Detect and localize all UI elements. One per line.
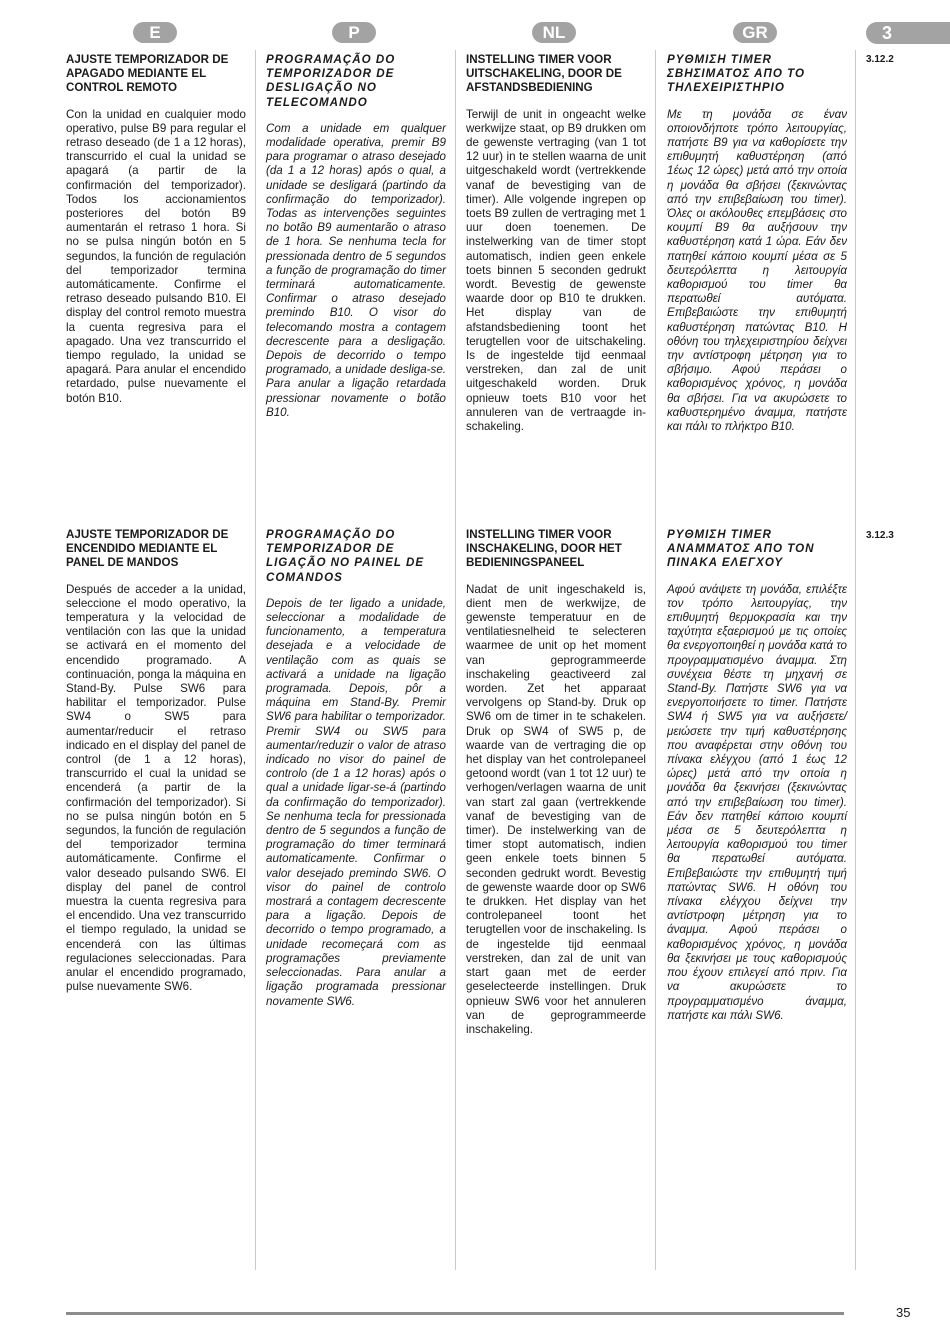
lang-badge-es: E [133, 22, 177, 43]
section-body: Depois de ter ligado a unidade, seleccionar a modalidade de funcionamento, a temperatura desejada e a velocidade de ventilação com as quais se activará a unidade na ligação programada. Depois, pôr a máquina em Stand-By. Premir SW6 para habilitar o temporizador. Premir SW4 ou SW5 para aumentar/reduzir o valor de atraso indicado no visor do painel de controlo (de 1 a 12 horas) após o qual a unidade ligar-se-á (partindo da confirmação do temporizador). Se nenhuma tecla for pressionada dentro de 5 segundos a função de programação do timer terminará automaticamente. Confirmar o valor desejado premindo SW6. O visor do painel de controlo mostrará a contagem decrescente para a ligação. Depois de decorrido o tempo programado, a unidade recomeçará com as programações previamente seleccionadas. Para anular a ligação programada pressionar novamente SW6. [266, 596, 446, 1008]
section-body: Con la unidad en cualquier modo operativo, pulse B9 para regular el retraso deseado (de 1 a 12 horas), transcurrido el cual la unidad se apagará (a partir de la confirmación del temporizador). Todos los accionamientos posteriores del botón B9 aumentarán el retraso 1 hora. Si no se pulsa ningún botón en 5 segundos, la función de regulación del temporizador termina automáticamente. Confirme el retraso deseado pulsando B10. El display del control remoto muestra la cuenta regresiva para el apagado. Una vez transcurrido el tiempo regulado, la unidad se apagará. Para anular el encendido retardado, pulse nuevamente el botón B10. [66, 107, 246, 405]
column-divider [255, 50, 256, 1270]
section-2-spanish-column [66, 528, 246, 995]
lang-badge-pt: P [332, 22, 376, 43]
section-1-portuguese-column [266, 53, 446, 420]
section-heading: INSTELLING TIMER VOOR INSCHAKELING, DOOR HET BEDIENINGSPANEEL [466, 528, 622, 570]
section-body: Com a unidade em qualquer modalidade operativa, premir B9 para programar o atraso desejado (da 1 a 12 horas) após o qual, a unidade se desligará (partindo da confirmação do temporizador). Todas as intervenções seguintes no botão B9 aumentarão o atraso de 1 hora. Se nenhuma tecla for pressionada dentro de 5 segundos a função de programação do timer terminará automaticamente. Confirmar o atraso desejado premindo B10. O visor do telecomando mostra a contagem decrescente para a desligação. Depois de decorrido o tempo programado, a unidade desliga-se. Para anular a ligação retardada pressionar novamente o botão B10. [266, 121, 446, 419]
section-heading: ΡΥΘΜΙΣΗ TIMER ΑΝΑΜΜΑΤΟΣ ΑΠΟ ΤΟΝ ΠΙΝΑΚΑ ΕΛΕΓΧΟΥ [667, 528, 815, 570]
chapter-tab: 3 [866, 22, 950, 44]
section-heading: INSTELLING TIMER VOOR UITSCHAKELING, DOOR DE AFSTANDSBEDIENING [466, 53, 622, 95]
section-body: Nadat de unit ingeschakeld is, dient men de werkwijze, de gewenste temperatuur en de ventilatiesnelheid te selecteren waarmee de unit op het moment van geprogrammeerde inschakeling geactiveerd zal worden. Zet het apparaat vervolgens op Stand-by. Druk op SW6 om de timer in te schakelen. Druk op SW4 of SW5 p, de waarde van de vertraging die op het display van het controlepaneel getoond wordt (van 1 tot 12 uur) te verhogen/verlagen waarna de unit van start zal gaan (vertrekkende vanaf de bevestiging van de timer). De instelwerking van de timer stopt automatisch, indien geen enkele toets binnen 5 seconden gedrukt wordt. Bevestig de gewenste waarde door op SW6 te drukken. Het display van het controlepaneel toont het terugtellen voor de inschakeling. Is de ingestelde tijd eenmaal verstreken, dan zal de unit van start gaan met de eerder geselecteerde instellingen. Druk opnieuw SW6 voor het annuleren van de geprogrammeerde inschakeling. [466, 582, 646, 1036]
section-2-dutch-column [466, 528, 646, 1037]
column-divider [655, 50, 656, 1270]
section-1-greek-column [667, 53, 847, 434]
lang-badge-nl: NL [532, 22, 576, 43]
section-heading: ΡΥΘΜΙΣΗ TIMER ΣΒΗΣΙΜΑΤΟΣ ΑΠΟ ΤΟ ΤΗΛΕΧΕΙΡΙΣΤΗΡΙΟ [667, 53, 805, 95]
section-1-dutch-column [466, 53, 646, 434]
section-body: Αφού ανάψετε τη μονάδα, επιλέξτε τον τρόπο λειτουργίας, την επιθυμητή θερμοκρασία και την ταχύτητα εξαερισμού με τις οποίες θα ενεργοποιηθεί η μονάδα κατά το προγραμματισμένο άναμμα. Στη συνέχεια θέστε τη μηχανή σε Stand-By. Πατήστε SW6 για να ενεργοποιήσετε το timer. Πατήστε SW4 ή SW5 για να αυξήσετε/μειώσετε την τιμή καθυστέρησης που αναφέρεται στην οθόνη του πίνακα ελέγχου (από 1 έως 12 ώρες) μετά από την οποία η μονάδα θα ξεκινήσει (ξεκινώντας από την επιβεβαίωση του timer). Εάν δεν πατηθεί κάποιο κουμπί μέσα σε 5 δευτερόλεπτα η λειτουργία καθορισμού του timer θα περατωθεί αυτόματα. Επιβεβαιώστε την επιθυμητή τιμή πατώντας SW6. Η οθόνη του πίνακα ελέγχου δείχνει την αντίστροφη μέτρηση για το άναμμα. Αφού περάσει ο καθορισμένος χρόνος, η μονάδα θα ξεκινήσει με τους καθορισμούς που έχουν επιλεγεί από πριν. Για να ακυρώσετε το προγραμματισμένο άναμμα, πατήστε και πάλι SW6. [667, 582, 847, 1022]
section-heading: PROGRAMAÇÃO DO TEMPORIZADOR DE DESLIGAÇÃO NO TELECOMANDO [266, 53, 396, 109]
section-body: Με τη μονάδα σε έναν οποιονδήποτε τρόπο λειτουργίας, πατήστε B9 για να καθορίσετε την επιθυμητή καθυστέρηση (από 1έως 12 ώρες) μετά από την οποία η μονάδα θα σβήσει (ξεκινώντας από την επιβεβαίωση του timer). Όλες οι ακόλουθες επεμβάσεις στο κουμπί B9 θα αυξήσουν την καθυστέρηση κατά 1 ώρα. Εάν δεν πατηθεί κάποιο κουμπί μέσα σε 5 δευτερόλεπτα η λειτουργία καθορισμού του timer θα περατωθεί αυτόματα. Επιβεβαιώστε την επιθυμητή καθυστέρηση πατώντας B10. Η οθόνη του τηλεχειριστηρίου δείχνει την αντίστροφη μέτρηση για το σβήσιμο. Αφού περάσει ο καθορισμένος χρόνος, η μονάδα θα σβήσει. Για να ακυρώσετε το καθυστερημένο άναμμα, πατήστε και πάλι το πλήκτρο B10. [667, 107, 847, 434]
section-number: 3.12.2 [866, 54, 894, 65]
section-body: Terwijl de unit in ongeacht welke werkwijze staat, op B9 drukken om de gewenste vertraging (van 1 tot 12 uur) in te stellen waarna de unit uitgeschakeld wordt (vertrekkende vanaf de bevestiging van de timer). Alle volgende ingrepen op toets B9 zullen de vertraging met 1 uur doen toenemen. De instelwerking van de timer stopt automatisch, indien geen enkele toets binnen 5 seconden gedrukt wordt. Bevestig de gewenste waarde door op B10 te drukken. Het display van de afstandsbediening toont het terugtellen voor de uitschakeling. Is de ingestelde tijd eenmaal verstreken, dan zal de unit uitgeschakeld worden. Druk opnieuw toets B10 voor het annuleren van de vertraagde in-schakeling. [466, 107, 646, 434]
section-2-portuguese-column [266, 528, 446, 1009]
section-2-greek-column [667, 528, 847, 1023]
section-1-spanish-column [66, 53, 246, 406]
section-heading: AJUSTE TEMPORIZADOR DE ENCENDIDO MEDIANTE EL PANEL DE MANDOS [66, 528, 229, 570]
section-heading: PROGRAMAÇÃO DO TEMPORIZADOR DE LIGAÇÃO NO PAINEL DE COMANDOS [266, 528, 425, 584]
section-body: Después de acceder a la unidad, seleccione el modo operativo, la temperatura y la velocidad de ventilación con las que la unidad se activará en el momento del encendido programado. A continuación, ponga la máquina en Stand-By. Pulse SW6 para habilitar el temporizador. Pulse SW4 o SW5 para aumentar/reducir el retraso indicado en el display del panel de control (de 1 a 12 horas), transcurrido el cual la unidad se encenderá (a partir de la confirmación del temporizador). Si no se pulsa ningún botón en 5 segundos, la función de regulación del temporizador termina automáticamente. Confirme el valor deseado pulsando SW6. El display del panel de control muestra la cuenta regresiva para el encendido. Una vez transcurrido el tiempo regulado, la unidad se encenderá con las últimas regulaciones seleccionadas. Para anular el encendido programado, pulse nuevamente SW6. [66, 582, 246, 994]
lang-badge-gr: GR [733, 22, 777, 43]
section-number: 3.12.3 [866, 530, 894, 541]
section-heading: AJUSTE TEMPORIZADOR DE APAGADO MEDIANTE EL CONTROL REMOTO [66, 53, 229, 95]
column-divider [455, 50, 456, 1270]
column-divider [855, 50, 856, 1270]
footer-rule [66, 1312, 844, 1315]
page-number: 35 [896, 1305, 911, 1320]
